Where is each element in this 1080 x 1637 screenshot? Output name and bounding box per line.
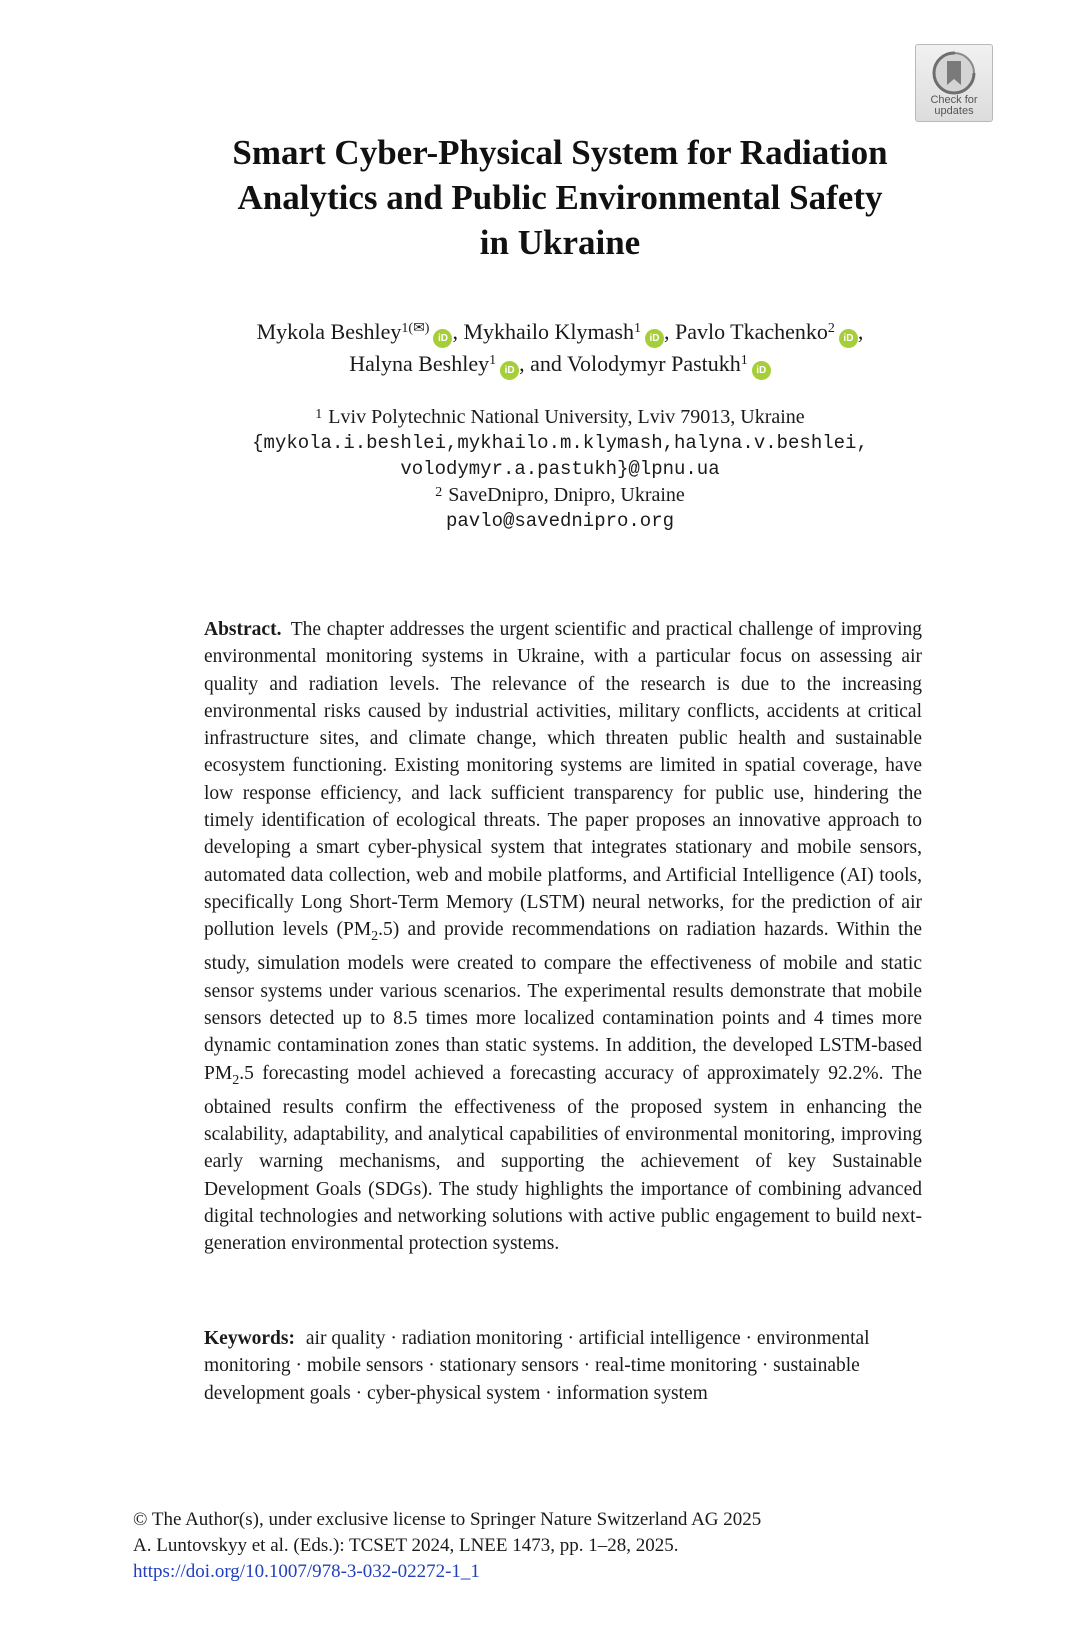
abstract <box>204 616 922 1258</box>
affil-text: Lviv Polytechnic National University, Lviv 79013, Ukraine <box>328 406 805 428</box>
paper-title <box>140 130 980 265</box>
keywords-label: Keywords: <box>204 1328 295 1349</box>
abstract-text-3: .5 forecasting model achieved a forecasting accuracy of approximately 92.2%. The obtained results confirm the effectiveness of the proposed system in enhancing the scalability, adaptability, and analytical capabilities of environmental monitoring, improving early warning mechanisms, and supporting the achievement of key Sustainable Development Goals (SDGs). The study highlights the importance of combining advanced digital technologies and networking solutions with active public engagement to build next-generation environmental protection systems. <box>204 1062 922 1255</box>
author-name: Mykhailo Klymash <box>463 319 634 344</box>
title-line-3: in Ukraine <box>479 223 641 262</box>
orcid-icon[interactable]: iD <box>645 329 664 348</box>
affiliation-2-email[interactable]: pavlo@savednipro.org <box>445 510 675 532</box>
author-name: Pavlo Tkachenko <box>674 319 828 344</box>
check-for-updates-icon <box>932 51 976 95</box>
abstract-label: Abstract. <box>204 619 282 640</box>
separator: , <box>452 319 458 344</box>
abstract-text-1: The chapter addresses the urgent scientific and practical challenge of improving environmental monitoring systems in Ukraine, with a particular focus on assessing air quality and radiation levels. The relevance of the research is due to the increasing environmental risks caused by industrial activities, military conflicts, accidents at critical infrastructure sites, and climate change, which threaten public health and sustainable ecosystem functioning. Existing monitoring systems are limited in spatial coverage, have low response efficiency, and lack sufficient transparency for public use, hindering the timely identification of ecological threats. The paper proposes an innovative approach to developing a smart cyber-physical system that integrates stationary and mobile sensors, automated data collection, web and mobile platforms, and Artificial Intelligence (AI) tools, specifically Long Short-Term Memory (LSTM) neural networks, for the prediction of air pollution levels (PM <box>204 619 922 941</box>
orcid-icon[interactable]: iD <box>752 361 771 380</box>
affil-text: SaveDnipro, Dnipro, Ukraine <box>448 484 685 506</box>
author-affil-mark: 1 <box>740 353 748 368</box>
badge-label-2: updates <box>934 105 974 117</box>
affiliations <box>140 404 980 534</box>
doi-link[interactable]: https://doi.org/10.1007/978-3-032-02272-1_1 <box>133 1561 480 1582</box>
affil-number: 1 <box>315 407 323 422</box>
author-name: Mykola Beshley <box>256 319 402 344</box>
author-affil-mark: 2 <box>827 321 835 336</box>
affiliation-1-emails-2[interactable]: volodymyr.a.pastukh}@lpnu.ua <box>400 458 720 480</box>
affiliation-1-emails-1[interactable]: {mykola.i.beshlei,mykhailo.m.klymash,halyna.v.beshlei, <box>252 432 868 454</box>
orcid-icon[interactable]: iD <box>433 329 452 348</box>
author-line-1 <box>140 316 980 348</box>
separator: , <box>663 319 670 344</box>
affiliation-1 <box>140 404 980 430</box>
citation-line: A. Luntovskyy et al. (Eds.): TCSET 2024, LNEE 1473, pp. 1–28, 2025. <box>133 1535 679 1556</box>
footer <box>133 1507 993 1585</box>
author-list <box>140 316 980 380</box>
check-for-updates-badge[interactable] <box>915 44 993 122</box>
author-name: Halyna Beshley <box>349 351 490 376</box>
separator: , <box>857 319 864 344</box>
author-affil-mark: 1(✉) <box>401 321 430 336</box>
affil-number: 2 <box>435 485 443 500</box>
abstract-sub-2: 2 <box>232 1072 240 1088</box>
keywords <box>204 1325 922 1407</box>
author-affil-mark: 1 <box>633 321 641 336</box>
badge-label-1: Check for <box>930 94 978 106</box>
separator: , and <box>519 351 562 376</box>
orcid-icon[interactable]: iD <box>500 361 519 380</box>
title-line-1: Smart Cyber-Physical System for Radiation <box>232 133 888 172</box>
orcid-icon[interactable]: iD <box>839 329 858 348</box>
abstract-sub-1: 2 <box>371 929 379 945</box>
title-line-2: Analytics and Public Environmental Safety <box>237 178 883 217</box>
author-affil-mark: 1 <box>489 353 497 368</box>
author-name: Volodymyr Pastukh <box>567 351 741 376</box>
abstract-text-2: .5) and provide recommendations on radiation hazards. Within the study, simulation models were created to compare the effectiveness of mobile and static sensor systems under various scenarios. The experimental results demonstrate that mobile sensors detected up to 8.5 times more localized contamination points and 4 times more dynamic contamination zones than static systems. In addition, the developed LSTM-based PM <box>204 919 922 1084</box>
copyright-line: © The Author(s), under exclusive license to Springer Nature Switzerland AG 2025 <box>133 1509 762 1530</box>
keywords-text: air quality · radiation monitoring · artificial intelligence · environmental monitoring · mobile sensors · stationary sensors · real-time monitoring · sustainable development goals · cyber-physical system · information system <box>204 1328 870 1404</box>
affiliation-2 <box>140 482 980 508</box>
author-line-2 <box>140 348 980 380</box>
